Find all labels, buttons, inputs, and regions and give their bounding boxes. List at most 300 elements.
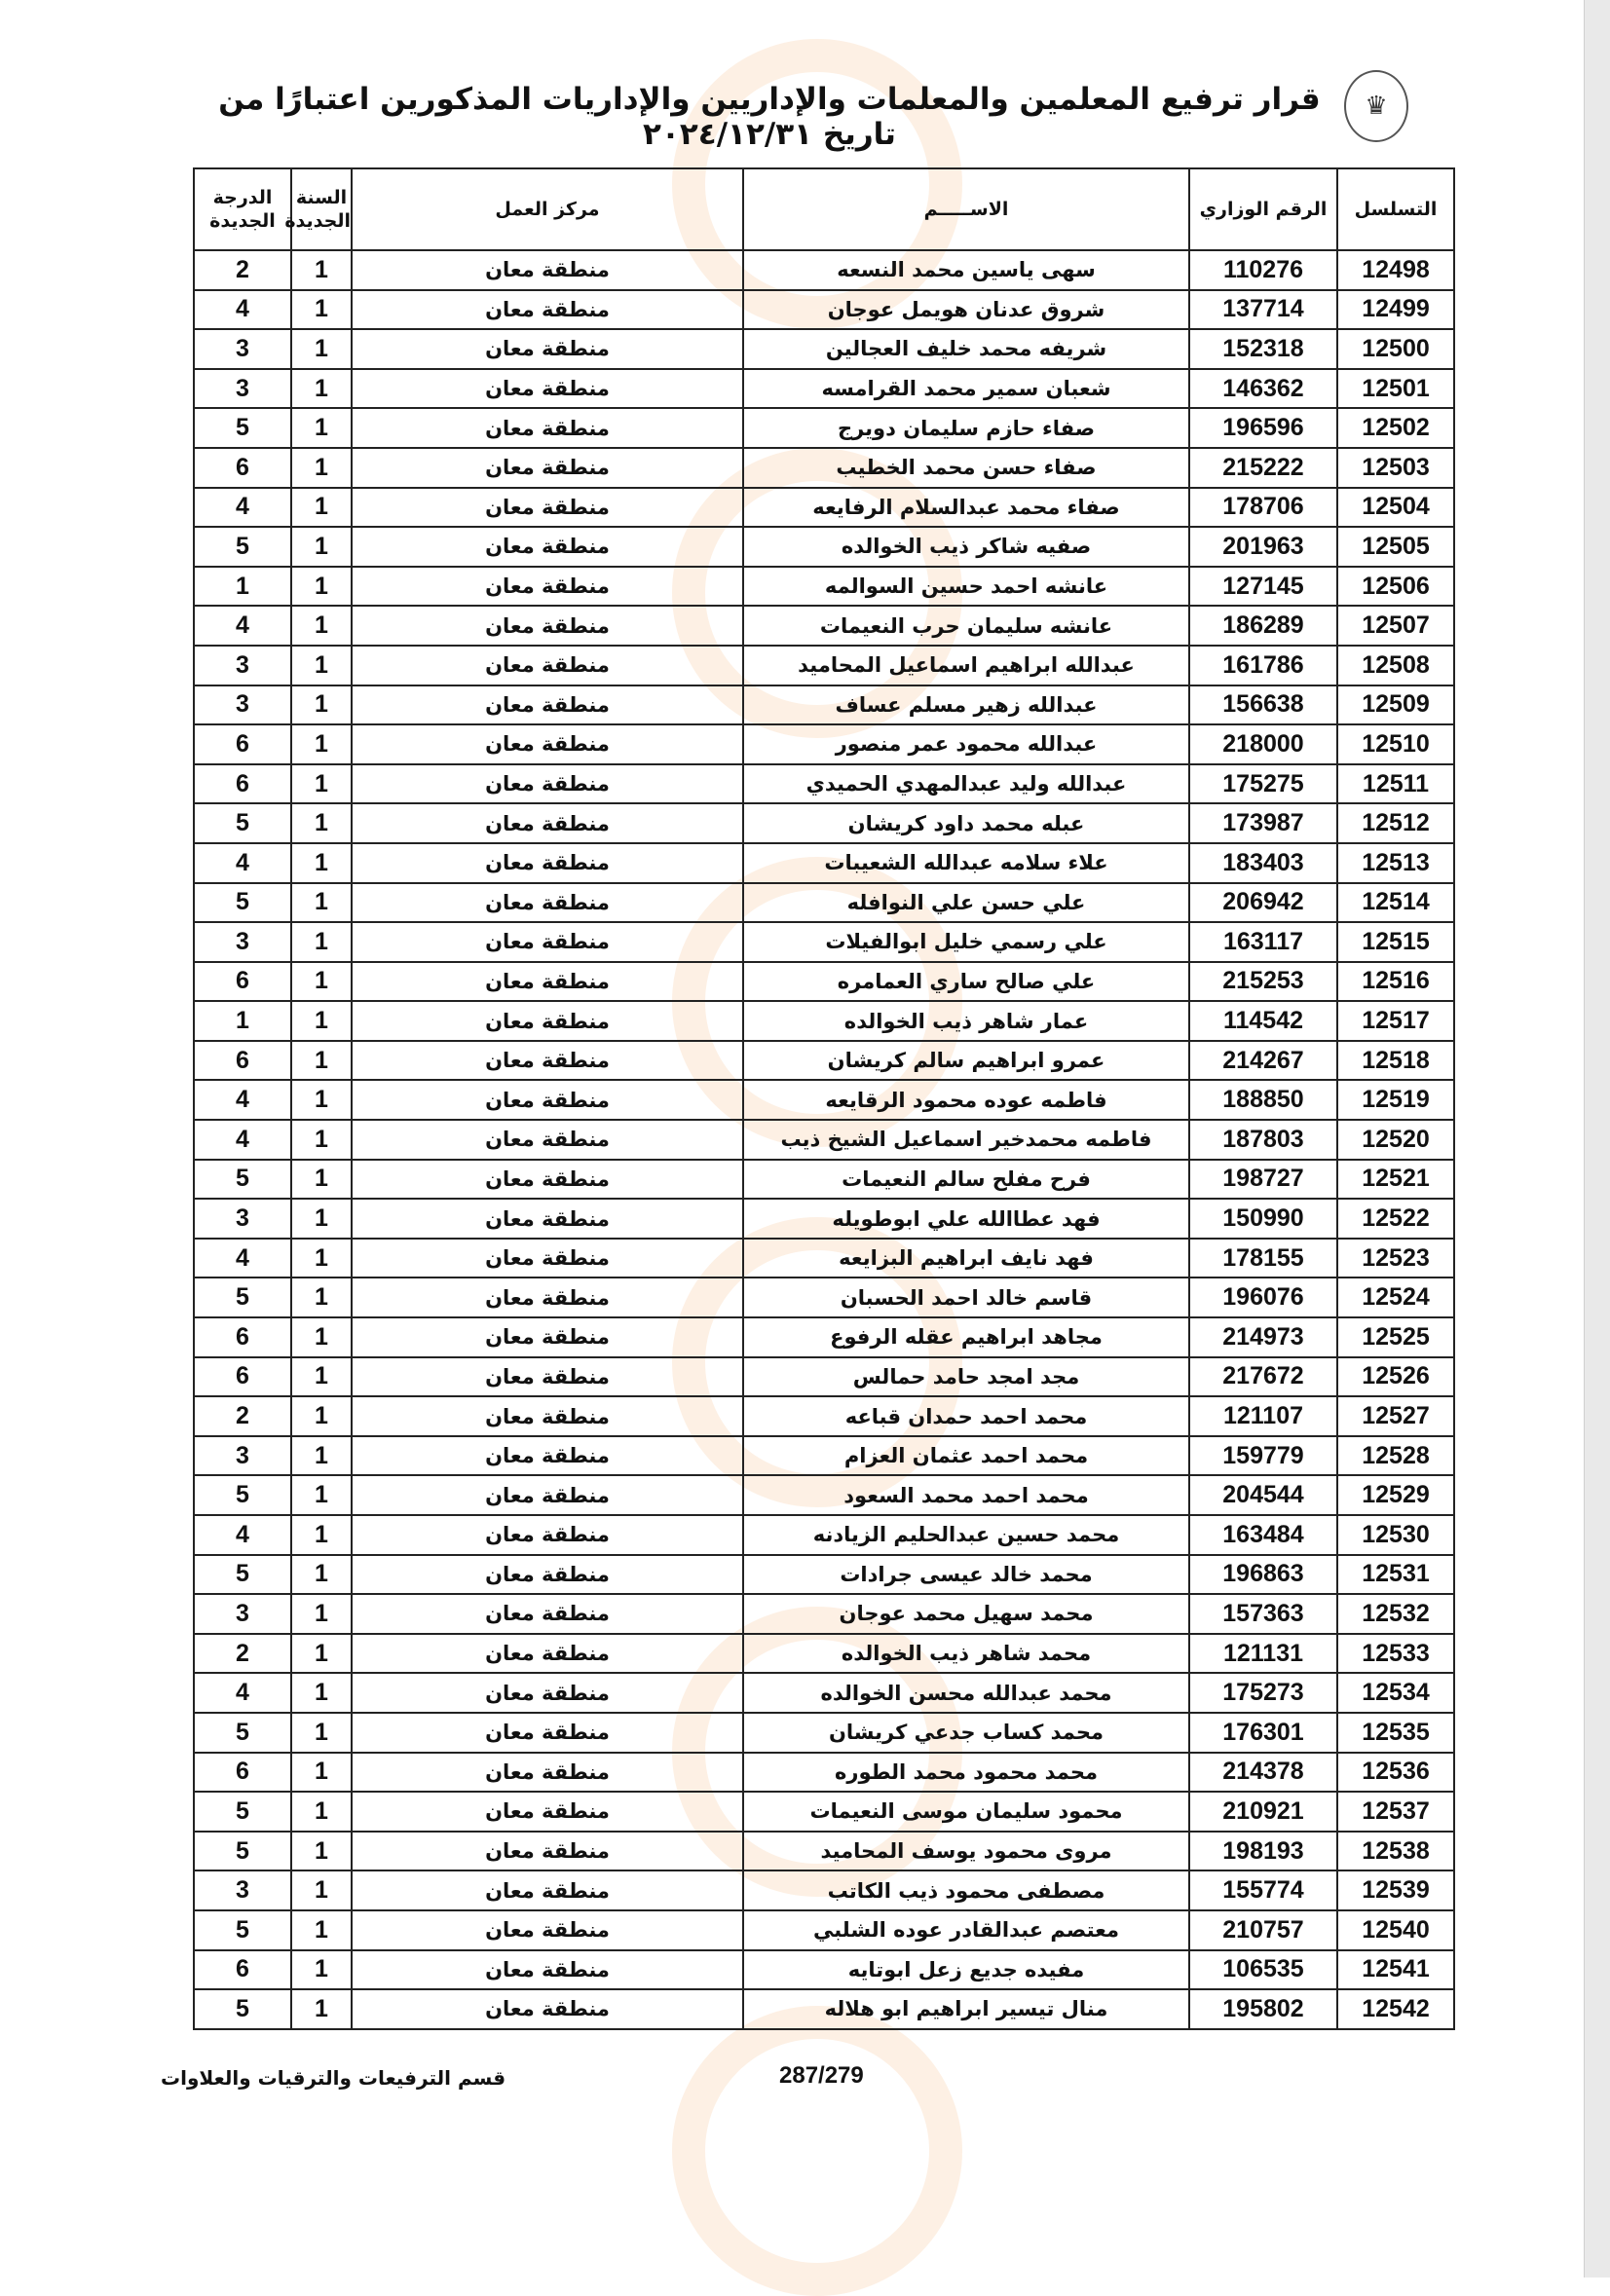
new-year-cell: 1 bbox=[291, 1870, 352, 1910]
table-row bbox=[194, 1950, 1454, 1990]
name-cell: محمد كساب جدعي كريشان bbox=[743, 1713, 1189, 1753]
table-row bbox=[194, 685, 1454, 725]
serial-cell: 12525 bbox=[1337, 1317, 1454, 1357]
new-grade-cell: 4 bbox=[194, 1673, 291, 1713]
table-row bbox=[194, 646, 1454, 685]
work-center-cell: منطقة معان bbox=[352, 922, 743, 962]
new-year-cell: 1 bbox=[291, 1239, 352, 1278]
name-cell: شروق عدنان هويمل عوجان bbox=[743, 290, 1189, 330]
header-name: الاســـــم bbox=[743, 168, 1189, 250]
ministry-number-cell: 157363 bbox=[1189, 1594, 1337, 1634]
work-center-cell: منطقة معان bbox=[352, 1436, 743, 1476]
work-center-cell: منطقة معان bbox=[352, 408, 743, 448]
name-cell: مجاهد ابراهيم عقله الرفوع bbox=[743, 1317, 1189, 1357]
work-center-cell: منطقة معان bbox=[352, 448, 743, 488]
new-grade-cell: 1 bbox=[194, 1001, 291, 1041]
new-grade-cell: 4 bbox=[194, 606, 291, 646]
table-row bbox=[194, 488, 1454, 528]
name-cell: عبدالله وليد عبدالمهدي الحميدي bbox=[743, 764, 1189, 804]
ministry-number-cell: 163484 bbox=[1189, 1515, 1337, 1555]
work-center-cell: منطقة معان bbox=[352, 329, 743, 369]
ministry-number-cell: 186289 bbox=[1189, 606, 1337, 646]
table-row bbox=[194, 1278, 1454, 1317]
work-center-cell: منطقة معان bbox=[352, 724, 743, 764]
ministry-number-cell: 175275 bbox=[1189, 764, 1337, 804]
ministry-number-cell: 204544 bbox=[1189, 1475, 1337, 1515]
ministry-number-cell: 156638 bbox=[1189, 685, 1337, 725]
serial-cell: 12498 bbox=[1337, 250, 1454, 290]
name-cell: محمد احمد حمدان قباعه bbox=[743, 1396, 1189, 1436]
new-grade-cell: 5 bbox=[194, 408, 291, 448]
serial-cell: 12517 bbox=[1337, 1001, 1454, 1041]
new-year-cell: 1 bbox=[291, 1832, 352, 1871]
table-row bbox=[194, 1634, 1454, 1674]
table-row bbox=[194, 1515, 1454, 1555]
ministry-number-cell: 110276 bbox=[1189, 250, 1337, 290]
work-center-cell: منطقة معان bbox=[352, 1555, 743, 1595]
new-grade-cell: 3 bbox=[194, 1594, 291, 1634]
new-year-cell: 1 bbox=[291, 1001, 352, 1041]
ministry-number-cell: 163117 bbox=[1189, 922, 1337, 962]
work-center-cell: منطقة معان bbox=[352, 1160, 743, 1200]
name-cell: مفيده جديع زعل ابوتايه bbox=[743, 1950, 1189, 1990]
header-new-year: السنة الجديدة bbox=[291, 168, 352, 250]
ministry-number-cell: 137714 bbox=[1189, 290, 1337, 330]
ministry-number-cell: 214378 bbox=[1189, 1753, 1337, 1793]
new-grade-cell: 3 bbox=[194, 1436, 291, 1476]
watermark-clock-logo bbox=[672, 2006, 962, 2296]
new-year-cell: 1 bbox=[291, 1910, 352, 1950]
name-cell: محمد خالد عيسى جرادات bbox=[743, 1555, 1189, 1595]
new-grade-cell: 4 bbox=[194, 843, 291, 883]
serial-cell: 12529 bbox=[1337, 1475, 1454, 1515]
new-grade-cell: 2 bbox=[194, 1396, 291, 1436]
new-grade-cell: 4 bbox=[194, 1120, 291, 1160]
new-grade-cell: 3 bbox=[194, 646, 291, 685]
new-year-cell: 1 bbox=[291, 1950, 352, 1990]
name-cell: سهى ياسين محمد النسعه bbox=[743, 250, 1189, 290]
name-cell: عبدالله ابراهيم اسماعيل المحاميد bbox=[743, 646, 1189, 685]
work-center-cell: منطقة معان bbox=[352, 488, 743, 528]
new-year-cell: 1 bbox=[291, 1357, 352, 1397]
new-grade-cell: 6 bbox=[194, 1753, 291, 1793]
new-year-cell: 1 bbox=[291, 962, 352, 1002]
new-grade-cell: 5 bbox=[194, 527, 291, 567]
name-cell: مجد امجد حامد حمالس bbox=[743, 1357, 1189, 1397]
new-year-cell: 1 bbox=[291, 1475, 352, 1515]
new-grade-cell: 4 bbox=[194, 1080, 291, 1120]
header-work-center: مركز العمل bbox=[352, 168, 743, 250]
work-center-cell: منطقة معان bbox=[352, 250, 743, 290]
name-cell: محمود سليمان موسى النعيمات bbox=[743, 1792, 1189, 1832]
name-cell: عبله محمد داود كريشان bbox=[743, 803, 1189, 843]
serial-cell: 12521 bbox=[1337, 1160, 1454, 1200]
new-year-cell: 1 bbox=[291, 843, 352, 883]
new-grade-cell: 6 bbox=[194, 1317, 291, 1357]
name-cell: مصطفى محمود ذيب الكاتب bbox=[743, 1870, 1189, 1910]
serial-cell: 12510 bbox=[1337, 724, 1454, 764]
name-cell: عبدالله زهير مسلم عساف bbox=[743, 685, 1189, 725]
new-grade-cell: 5 bbox=[194, 1989, 291, 2029]
work-center-cell: منطقة معان bbox=[352, 1634, 743, 1674]
name-cell: محمد حسين عبدالحليم الزيادنه bbox=[743, 1515, 1189, 1555]
work-center-cell: منطقة معان bbox=[352, 883, 743, 923]
new-grade-cell: 3 bbox=[194, 685, 291, 725]
new-year-cell: 1 bbox=[291, 764, 352, 804]
name-cell: محمد محمود محمد الطوره bbox=[743, 1753, 1189, 1793]
table-row bbox=[194, 408, 1454, 448]
document-title: قرار ترفيع المعلمين والمعلمات والإداريين والإداريات المذكورين اعتبارًا من تاريخ ٢٠٢٤/١٢/٣١ bbox=[218, 82, 1321, 152]
ministry-number-cell: 178155 bbox=[1189, 1239, 1337, 1278]
new-year-cell: 1 bbox=[291, 1120, 352, 1160]
name-cell: مروى محمود يوسف المحاميد bbox=[743, 1832, 1189, 1871]
new-year-cell: 1 bbox=[291, 1515, 352, 1555]
work-center-cell: منطقة معان bbox=[352, 646, 743, 685]
new-year-cell: 1 bbox=[291, 1041, 352, 1081]
new-grade-cell: 6 bbox=[194, 448, 291, 488]
new-grade-cell: 5 bbox=[194, 883, 291, 923]
serial-cell: 12540 bbox=[1337, 1910, 1454, 1950]
ministry-number-cell: 198727 bbox=[1189, 1160, 1337, 1200]
table-header-row bbox=[194, 168, 1454, 250]
new-year-cell: 1 bbox=[291, 290, 352, 330]
ministry-number-cell: 114542 bbox=[1189, 1001, 1337, 1041]
serial-cell: 12524 bbox=[1337, 1278, 1454, 1317]
serial-cell: 12533 bbox=[1337, 1634, 1454, 1674]
work-center-cell: منطقة معان bbox=[352, 606, 743, 646]
serial-cell: 12522 bbox=[1337, 1199, 1454, 1239]
work-center-cell: منطقة معان bbox=[352, 1199, 743, 1239]
ministry-number-cell: 146362 bbox=[1189, 369, 1337, 409]
ministry-number-cell: 196076 bbox=[1189, 1278, 1337, 1317]
new-year-cell: 1 bbox=[291, 1160, 352, 1200]
serial-cell: 12519 bbox=[1337, 1080, 1454, 1120]
name-cell: محمد احمد محمد السعود bbox=[743, 1475, 1189, 1515]
new-grade-cell: 5 bbox=[194, 1713, 291, 1753]
new-year-cell: 1 bbox=[291, 1792, 352, 1832]
table-row bbox=[194, 1989, 1454, 2029]
work-center-cell: منطقة معان bbox=[352, 527, 743, 567]
name-cell: فهد نايف ابراهيم البزايعه bbox=[743, 1239, 1189, 1278]
table-row bbox=[194, 962, 1454, 1002]
serial-cell: 12512 bbox=[1337, 803, 1454, 843]
work-center-cell: منطقة معان bbox=[352, 290, 743, 330]
table-row bbox=[194, 567, 1454, 607]
serial-cell: 12502 bbox=[1337, 408, 1454, 448]
new-grade-cell: 4 bbox=[194, 1515, 291, 1555]
work-center-cell: منطقة معان bbox=[352, 1396, 743, 1436]
table-row bbox=[194, 290, 1454, 330]
ministry-number-cell: 210921 bbox=[1189, 1792, 1337, 1832]
new-grade-cell: 5 bbox=[194, 1910, 291, 1950]
table-row bbox=[194, 1396, 1454, 1436]
name-cell: عبدالله محمود عمر منصور bbox=[743, 724, 1189, 764]
serial-cell: 12505 bbox=[1337, 527, 1454, 567]
work-center-cell: منطقة معان bbox=[352, 1594, 743, 1634]
name-cell: صفاء حازم سليمان دويرج bbox=[743, 408, 1189, 448]
work-center-cell: منطقة معان bbox=[352, 1041, 743, 1081]
ministry-number-cell: 155774 bbox=[1189, 1870, 1337, 1910]
new-year-cell: 1 bbox=[291, 606, 352, 646]
name-cell: علي رسمي خليل ابوالفيلات bbox=[743, 922, 1189, 962]
table-row bbox=[194, 1080, 1454, 1120]
new-grade-cell: 5 bbox=[194, 1792, 291, 1832]
new-year-cell: 1 bbox=[291, 408, 352, 448]
table-row bbox=[194, 1832, 1454, 1871]
serial-cell: 12499 bbox=[1337, 290, 1454, 330]
ministry-number-cell: 127145 bbox=[1189, 567, 1337, 607]
table-row bbox=[194, 1910, 1454, 1950]
serial-cell: 12515 bbox=[1337, 922, 1454, 962]
name-cell: قاسم خالد احمد الحسبان bbox=[743, 1278, 1189, 1317]
table-row bbox=[194, 1317, 1454, 1357]
new-grade-cell: 4 bbox=[194, 290, 291, 330]
table-row bbox=[194, 250, 1454, 290]
new-year-cell: 1 bbox=[291, 1634, 352, 1674]
new-grade-cell: 5 bbox=[194, 1475, 291, 1515]
new-grade-cell: 4 bbox=[194, 1239, 291, 1278]
table-row bbox=[194, 883, 1454, 923]
new-year-cell: 1 bbox=[291, 1436, 352, 1476]
work-center-cell: منطقة معان bbox=[352, 1870, 743, 1910]
table-row bbox=[194, 1239, 1454, 1278]
work-center-cell: منطقة معان bbox=[352, 1515, 743, 1555]
serial-cell: 12518 bbox=[1337, 1041, 1454, 1081]
name-cell: معتصم عبدالقادر عوده الشلبي bbox=[743, 1910, 1189, 1950]
table-row bbox=[194, 922, 1454, 962]
new-year-cell: 1 bbox=[291, 527, 352, 567]
header-serial: التسلسل bbox=[1337, 168, 1454, 250]
header-new-grade: الدرجة الجديدة bbox=[194, 168, 291, 250]
serial-cell: 12507 bbox=[1337, 606, 1454, 646]
ministry-number-cell: 150990 bbox=[1189, 1199, 1337, 1239]
ministry-number-cell: 210757 bbox=[1189, 1910, 1337, 1950]
serial-cell: 12526 bbox=[1337, 1357, 1454, 1397]
table-row bbox=[194, 1357, 1454, 1397]
scan-edge bbox=[1584, 0, 1610, 2277]
name-cell: صفاء حسن محمد الخطيب bbox=[743, 448, 1189, 488]
work-center-cell: منطقة معان bbox=[352, 803, 743, 843]
new-year-cell: 1 bbox=[291, 922, 352, 962]
ministry-number-cell: 121131 bbox=[1189, 1634, 1337, 1674]
new-year-cell: 1 bbox=[291, 803, 352, 843]
ministry-number-cell: 121107 bbox=[1189, 1396, 1337, 1436]
new-grade-cell: 6 bbox=[194, 1950, 291, 1990]
serial-cell: 12539 bbox=[1337, 1870, 1454, 1910]
name-cell: عانشه احمد حسين السوالمه bbox=[743, 567, 1189, 607]
serial-cell: 12501 bbox=[1337, 369, 1454, 409]
table-row bbox=[194, 764, 1454, 804]
table-row bbox=[194, 1120, 1454, 1160]
work-center-cell: منطقة معان bbox=[352, 843, 743, 883]
name-cell: صفاء محمد عبدالسلام الرفايعه bbox=[743, 488, 1189, 528]
serial-cell: 12527 bbox=[1337, 1396, 1454, 1436]
serial-cell: 12511 bbox=[1337, 764, 1454, 804]
ministry-number-cell: 195802 bbox=[1189, 1989, 1337, 2029]
table-row bbox=[194, 1160, 1454, 1200]
new-year-cell: 1 bbox=[291, 1713, 352, 1753]
new-grade-cell: 3 bbox=[194, 329, 291, 369]
ministry-number-cell: 215222 bbox=[1189, 448, 1337, 488]
ministry-number-cell: 178706 bbox=[1189, 488, 1337, 528]
new-year-cell: 1 bbox=[291, 1673, 352, 1713]
new-grade-cell: 4 bbox=[194, 488, 291, 528]
table-row bbox=[194, 1713, 1454, 1753]
work-center-cell: منطقة معان bbox=[352, 567, 743, 607]
new-grade-cell: 1 bbox=[194, 567, 291, 607]
name-cell: علاء سلامه عبدالله الشعيبات bbox=[743, 843, 1189, 883]
name-cell: عمار شاهر ذيب الخوالده bbox=[743, 1001, 1189, 1041]
name-cell: فرح مفلح سالم النعيمات bbox=[743, 1160, 1189, 1200]
new-grade-cell: 2 bbox=[194, 250, 291, 290]
work-center-cell: منطقة معان bbox=[352, 1832, 743, 1871]
name-cell: محمد احمد عثمان العزام bbox=[743, 1436, 1189, 1476]
name-cell: فهد عطاالله علي ابوطويله bbox=[743, 1199, 1189, 1239]
serial-cell: 12542 bbox=[1337, 1989, 1454, 2029]
table-row bbox=[194, 369, 1454, 409]
ministry-number-cell: 159779 bbox=[1189, 1436, 1337, 1476]
new-year-cell: 1 bbox=[291, 250, 352, 290]
serial-cell: 12508 bbox=[1337, 646, 1454, 685]
new-grade-cell: 6 bbox=[194, 724, 291, 764]
new-grade-cell: 5 bbox=[194, 1278, 291, 1317]
table-row bbox=[194, 1041, 1454, 1081]
table-row bbox=[194, 1001, 1454, 1041]
name-cell: فاطمه عوده محمود الرقايعه bbox=[743, 1080, 1189, 1120]
ministry-number-cell: 176301 bbox=[1189, 1713, 1337, 1753]
work-center-cell: منطقة معان bbox=[352, 1753, 743, 1793]
new-grade-cell: 2 bbox=[194, 1634, 291, 1674]
serial-cell: 12506 bbox=[1337, 567, 1454, 607]
department-name: قسم الترفيعات والترقيات والعلاوات bbox=[161, 2066, 506, 2090]
table-row bbox=[194, 448, 1454, 488]
ministry-number-cell: 196596 bbox=[1189, 408, 1337, 448]
name-cell: شعبان سمير محمد القرامسه bbox=[743, 369, 1189, 409]
new-year-cell: 1 bbox=[291, 1199, 352, 1239]
new-year-cell: 1 bbox=[291, 1080, 352, 1120]
table-row bbox=[194, 1870, 1454, 1910]
new-grade-cell: 5 bbox=[194, 1555, 291, 1595]
serial-cell: 12537 bbox=[1337, 1792, 1454, 1832]
new-grade-cell: 3 bbox=[194, 369, 291, 409]
new-grade-cell: 6 bbox=[194, 764, 291, 804]
name-cell: عانشه سليمان حرب النعيمات bbox=[743, 606, 1189, 646]
new-grade-cell: 5 bbox=[194, 1832, 291, 1871]
name-cell: محمد عبدالله محسن الخوالده bbox=[743, 1673, 1189, 1713]
new-grade-cell: 6 bbox=[194, 1041, 291, 1081]
name-cell: صفيه شاكر ذيب الخوالده bbox=[743, 527, 1189, 567]
serial-cell: 12516 bbox=[1337, 962, 1454, 1002]
name-cell: محمد سهيل محمد عوجان bbox=[743, 1594, 1189, 1634]
table-row bbox=[194, 1199, 1454, 1239]
work-center-cell: منطقة معان bbox=[352, 1673, 743, 1713]
table-row bbox=[194, 329, 1454, 369]
ministry-number-cell: 106535 bbox=[1189, 1950, 1337, 1990]
new-year-cell: 1 bbox=[291, 883, 352, 923]
new-year-cell: 1 bbox=[291, 1594, 352, 1634]
table-row bbox=[194, 843, 1454, 883]
work-center-cell: منطقة معان bbox=[352, 1950, 743, 1990]
serial-cell: 12534 bbox=[1337, 1673, 1454, 1713]
serial-cell: 12514 bbox=[1337, 883, 1454, 923]
ministry-number-cell: 161786 bbox=[1189, 646, 1337, 685]
ministry-number-cell: 201963 bbox=[1189, 527, 1337, 567]
serial-cell: 12509 bbox=[1337, 685, 1454, 725]
new-year-cell: 1 bbox=[291, 1278, 352, 1317]
work-center-cell: منطقة معان bbox=[352, 685, 743, 725]
ministry-number-cell: 217672 bbox=[1189, 1357, 1337, 1397]
work-center-cell: منطقة معان bbox=[352, 1713, 743, 1753]
ministry-number-cell: 175273 bbox=[1189, 1673, 1337, 1713]
table-row bbox=[194, 606, 1454, 646]
ministry-number-cell: 214973 bbox=[1189, 1317, 1337, 1357]
serial-cell: 12504 bbox=[1337, 488, 1454, 528]
ministry-number-cell: 173987 bbox=[1189, 803, 1337, 843]
ministry-number-cell: 188850 bbox=[1189, 1080, 1337, 1120]
work-center-cell: منطقة معان bbox=[352, 1120, 743, 1160]
table-row bbox=[194, 1594, 1454, 1634]
ministry-number-cell: 214267 bbox=[1189, 1041, 1337, 1081]
name-cell: محمد شاهر ذيب الخوالده bbox=[743, 1634, 1189, 1674]
serial-cell: 12530 bbox=[1337, 1515, 1454, 1555]
serial-cell: 12536 bbox=[1337, 1753, 1454, 1793]
work-center-cell: منطقة معان bbox=[352, 1001, 743, 1041]
table-row bbox=[194, 1555, 1454, 1595]
table-row bbox=[194, 1475, 1454, 1515]
new-grade-cell: 6 bbox=[194, 1357, 291, 1397]
serial-cell: 12531 bbox=[1337, 1555, 1454, 1595]
new-year-cell: 1 bbox=[291, 1317, 352, 1357]
work-center-cell: منطقة معان bbox=[352, 962, 743, 1002]
table-row bbox=[194, 1673, 1454, 1713]
page-number: 287/279 bbox=[779, 2062, 864, 2089]
name-cell: علي حسن علي النوافله bbox=[743, 883, 1189, 923]
ministry-number-cell: 152318 bbox=[1189, 329, 1337, 369]
ministry-number-cell: 198193 bbox=[1189, 1832, 1337, 1871]
new-year-cell: 1 bbox=[291, 724, 352, 764]
work-center-cell: منطقة معان bbox=[352, 1475, 743, 1515]
jordan-coat-of-arms-icon: ♛ bbox=[1344, 70, 1408, 142]
new-year-cell: 1 bbox=[291, 369, 352, 409]
table-row bbox=[194, 527, 1454, 567]
work-center-cell: منطقة معان bbox=[352, 764, 743, 804]
name-cell: فاطمه محمدخير اسماعيل الشيخ ذيب bbox=[743, 1120, 1189, 1160]
name-cell: منال تيسير ابراهيم ابو هلاله bbox=[743, 1989, 1189, 2029]
ministry-number-cell: 215253 bbox=[1189, 962, 1337, 1002]
new-year-cell: 1 bbox=[291, 1555, 352, 1595]
new-year-cell: 1 bbox=[291, 1396, 352, 1436]
serial-cell: 12500 bbox=[1337, 329, 1454, 369]
serial-cell: 12535 bbox=[1337, 1713, 1454, 1753]
table-row bbox=[194, 1436, 1454, 1476]
table-row bbox=[194, 724, 1454, 764]
serial-cell: 12532 bbox=[1337, 1594, 1454, 1634]
serial-cell: 12520 bbox=[1337, 1120, 1454, 1160]
new-grade-cell: 3 bbox=[194, 922, 291, 962]
new-grade-cell: 5 bbox=[194, 803, 291, 843]
new-year-cell: 1 bbox=[291, 488, 352, 528]
work-center-cell: منطقة معان bbox=[352, 1792, 743, 1832]
name-cell: شريفه محمد خليف العجالين bbox=[743, 329, 1189, 369]
work-center-cell: منطقة معان bbox=[352, 1357, 743, 1397]
serial-cell: 12503 bbox=[1337, 448, 1454, 488]
ministry-number-cell: 187803 bbox=[1189, 1120, 1337, 1160]
new-grade-cell: 5 bbox=[194, 1160, 291, 1200]
ministry-number-cell: 206942 bbox=[1189, 883, 1337, 923]
new-year-cell: 1 bbox=[291, 1753, 352, 1793]
work-center-cell: منطقة معان bbox=[352, 1989, 743, 2029]
table-row bbox=[194, 1753, 1454, 1793]
